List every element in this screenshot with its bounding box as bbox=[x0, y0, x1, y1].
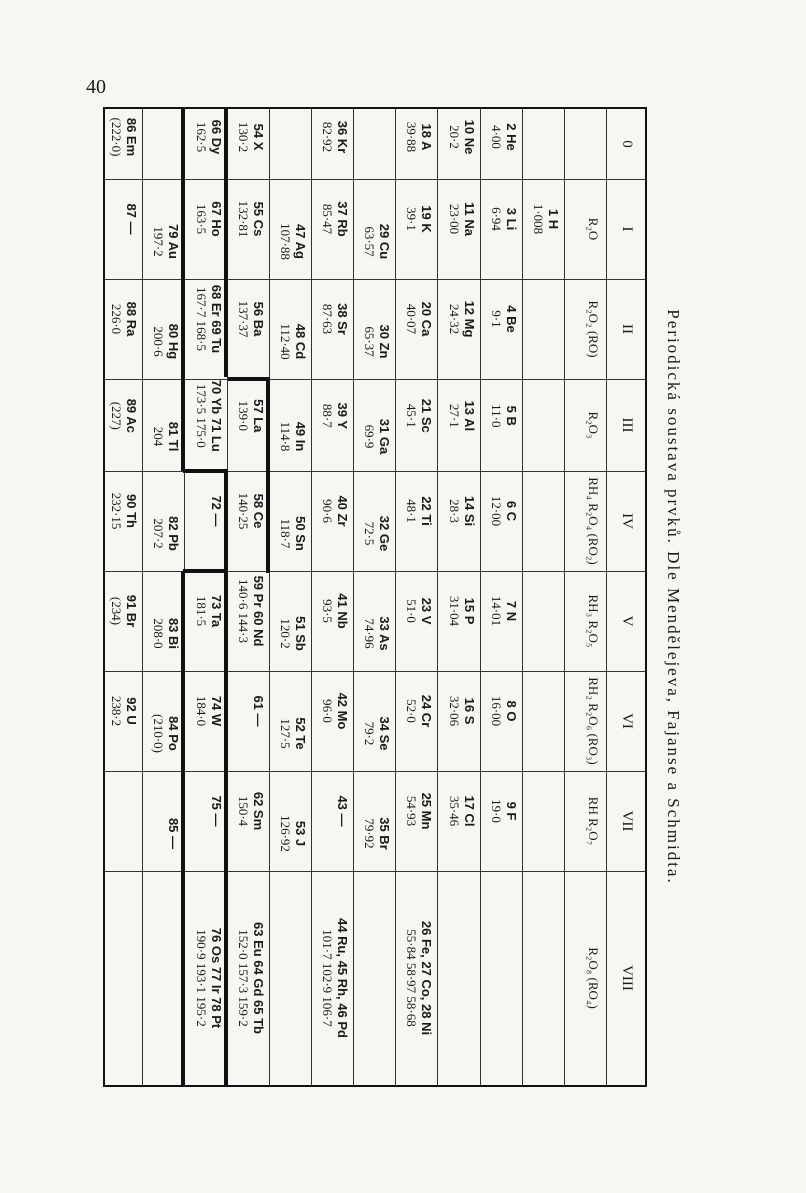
element-symbol: 21 Sc bbox=[419, 398, 435, 433]
element-symbol: 36 Kr bbox=[335, 120, 351, 153]
element-symbol: 11 Na bbox=[461, 201, 477, 236]
atomic-weight: 88·7 bbox=[320, 403, 336, 428]
atomic-weight: 232·15 bbox=[109, 492, 125, 529]
rare-earth-boundary bbox=[181, 109, 185, 471]
element-cell bbox=[278, 304, 308, 379]
rare-earth-boundary bbox=[266, 377, 270, 573]
row-divider bbox=[395, 109, 396, 1085]
element-cell bbox=[362, 402, 392, 471]
atomic-weight: 9·1 bbox=[488, 309, 504, 328]
element-cell bbox=[404, 771, 434, 851]
element-cell bbox=[362, 496, 392, 571]
group-header-I: I bbox=[619, 226, 635, 231]
atomic-weight: 137·37 bbox=[235, 300, 251, 337]
element-symbol: 62 Sm bbox=[250, 791, 266, 830]
element-symbol: 53 J bbox=[292, 820, 308, 846]
element-cell bbox=[278, 496, 308, 571]
element-symbol: 16 S bbox=[461, 697, 477, 724]
atomic-weight: 54·93 bbox=[404, 795, 420, 826]
atomic-weight: 204 bbox=[151, 426, 167, 446]
element-symbol: 68 Er 69 Tu bbox=[208, 284, 224, 353]
element-symbol: 84 Po bbox=[166, 715, 182, 751]
element-cell bbox=[278, 402, 308, 471]
element-symbol: 59 Pr 60 Nd bbox=[250, 575, 266, 646]
rare-earth-boundary bbox=[224, 469, 228, 571]
element-cell bbox=[236, 571, 266, 651]
element-symbol: 31 Ga bbox=[377, 418, 393, 454]
element-symbol: 22 Ti bbox=[419, 495, 435, 526]
element-symbol: 47 Ag bbox=[292, 223, 308, 259]
atomic-weight: 126·92 bbox=[277, 814, 293, 852]
element-cell bbox=[124, 179, 139, 259]
atomic-weight: 173·5 175·0 bbox=[193, 383, 209, 448]
element-symbol: 54 X bbox=[250, 123, 266, 150]
element-symbol: 74 W bbox=[208, 695, 224, 726]
atomic-weight: 140·25 bbox=[235, 492, 251, 529]
element-symbol: 8 O bbox=[503, 700, 519, 721]
atomic-weight: 39·88 bbox=[404, 121, 420, 152]
atomic-weight: 79·92 bbox=[362, 817, 378, 849]
element-symbol: 35 Br bbox=[377, 816, 393, 850]
element-cell bbox=[278, 204, 308, 279]
element-symbol: 5 B bbox=[503, 405, 519, 426]
element-cell bbox=[236, 179, 266, 259]
atomic-weight: 190·9 193·1 195·2 bbox=[193, 928, 209, 1027]
element-cell bbox=[320, 875, 350, 1081]
atomic-weight: 32·06 bbox=[446, 695, 462, 726]
element-cell bbox=[489, 571, 519, 651]
periodic-table-grid bbox=[103, 107, 647, 1087]
element-cell bbox=[236, 379, 266, 453]
element-symbol: 38 Sr bbox=[335, 302, 351, 335]
atomic-weight: 65·37 bbox=[362, 325, 378, 357]
row-divider bbox=[353, 109, 354, 1085]
element-symbol: 18 A bbox=[419, 123, 435, 150]
element-symbol: 3 Li bbox=[503, 207, 519, 230]
element-cell bbox=[109, 471, 139, 551]
atomic-weight: 39·1 bbox=[404, 206, 420, 231]
atomic-weight: 51·0 bbox=[404, 598, 420, 623]
element-cell bbox=[320, 109, 350, 165]
element-cell bbox=[109, 279, 139, 359]
element-symbol: 30 Zn bbox=[377, 324, 393, 358]
element-symbol: 43 — bbox=[335, 794, 351, 827]
element-cell bbox=[489, 279, 519, 359]
element-symbol: 55 Cs bbox=[250, 201, 266, 236]
element-cell bbox=[209, 471, 224, 551]
element-cell bbox=[236, 109, 266, 165]
element-symbol: 1 H bbox=[546, 208, 561, 229]
row-divider bbox=[437, 109, 438, 1085]
element-cell bbox=[236, 875, 266, 1081]
element-cell bbox=[489, 109, 519, 165]
element-cell bbox=[194, 571, 224, 651]
atomic-weight: 16·00 bbox=[488, 695, 504, 726]
row-divider bbox=[480, 109, 481, 1085]
atomic-weight: 114·8 bbox=[277, 421, 293, 451]
atomic-weight: 4·00 bbox=[488, 124, 504, 149]
page-number: 40 bbox=[86, 76, 106, 98]
atomic-weight: 162·5 bbox=[193, 121, 209, 152]
atomic-weight: 93·5 bbox=[320, 598, 336, 623]
atomic-weight: 107·88 bbox=[277, 222, 293, 260]
group-header-0: 0 bbox=[619, 139, 635, 148]
element-cell bbox=[404, 379, 434, 453]
column-divider bbox=[105, 179, 645, 180]
element-symbol: 26 Fe, 27 Co, 28 Ni bbox=[419, 920, 435, 1035]
element-symbol: 9 F bbox=[503, 801, 519, 820]
element-symbol: 52 Te bbox=[292, 716, 308, 750]
atomic-weight: (222·0) bbox=[109, 117, 125, 156]
element-symbol: 76 Os 77 Ir 78 Pt bbox=[208, 927, 224, 1028]
atomic-weight: 120·2 bbox=[277, 617, 293, 649]
element-cell bbox=[278, 796, 308, 871]
atomic-weight: 28·3 bbox=[446, 498, 462, 523]
element-cell bbox=[447, 279, 477, 359]
element-cell bbox=[251, 671, 266, 751]
element-cell bbox=[404, 279, 434, 359]
element-symbol: 23 V bbox=[419, 597, 435, 624]
atomic-weight: 132·81 bbox=[235, 200, 251, 237]
element-cell bbox=[447, 771, 477, 851]
element-cell bbox=[447, 109, 477, 165]
atomic-weight: 85·47 bbox=[320, 203, 336, 234]
atomic-weight: 96·0 bbox=[320, 698, 336, 723]
element-symbol: 20 Ca bbox=[419, 301, 435, 336]
atomic-weight: 27·1 bbox=[446, 403, 462, 428]
rare-earth-boundary bbox=[181, 571, 185, 1085]
element-symbol: 49 In bbox=[292, 421, 308, 451]
element-cell bbox=[109, 109, 139, 165]
element-cell bbox=[362, 304, 392, 379]
element-symbol: 86 Em bbox=[124, 117, 140, 156]
element-cell bbox=[278, 696, 308, 771]
element-symbol: 83 Bi bbox=[166, 617, 182, 649]
element-symbol: 25 Mn bbox=[419, 792, 435, 829]
atomic-weight: 82·92 bbox=[320, 121, 336, 152]
element-cell bbox=[362, 596, 392, 671]
element-symbol: 88 Ra bbox=[124, 301, 140, 336]
oxide-formula: R₂O₃ bbox=[586, 410, 601, 439]
atomic-weight: 40·07 bbox=[404, 303, 420, 334]
element-cell bbox=[320, 279, 350, 359]
oxide-formula: RH₃ R₂O₅ bbox=[586, 594, 601, 647]
group-header-VII: VII bbox=[619, 810, 635, 831]
atomic-weight: 20·2 bbox=[446, 124, 462, 149]
element-cell bbox=[278, 596, 308, 671]
atomic-weight: 1·008 bbox=[531, 203, 546, 234]
element-cell bbox=[447, 379, 477, 453]
atomic-weight: 200·6 bbox=[151, 325, 167, 357]
element-symbol: 44 Ru, 45 Rh, 46 Pd bbox=[335, 917, 351, 1038]
atomic-weight: 152·0 157·3 159·2 bbox=[235, 928, 251, 1027]
atomic-weight: 55·84 58·97 58·68 bbox=[404, 928, 420, 1027]
element-symbol: 10 Ne bbox=[461, 119, 477, 154]
atomic-weight: 140·6 144·3 bbox=[235, 578, 251, 643]
element-cell bbox=[166, 796, 181, 871]
element-cell bbox=[194, 875, 224, 1081]
atomic-weight: 112·40 bbox=[277, 322, 293, 360]
element-cell bbox=[447, 179, 477, 259]
element-symbol: 67 Ho bbox=[208, 200, 224, 237]
element-symbol: 39 Y bbox=[335, 402, 351, 429]
group-header-II: II bbox=[619, 323, 635, 334]
table-title: Periodická soustava prvků. Dle Mendělejeva, Fajanse a Schmidta. bbox=[664, 308, 683, 885]
atomic-weight: 74·96 bbox=[362, 617, 378, 649]
atomic-weight: 72·5 bbox=[362, 521, 378, 545]
element-symbol: 51 Sb bbox=[292, 615, 308, 651]
atomic-weight: 181·5 bbox=[193, 595, 209, 626]
atomic-weight: 19·0 bbox=[488, 798, 504, 823]
element-cell bbox=[362, 696, 392, 771]
element-cell bbox=[151, 204, 181, 279]
atomic-weight: 207·2 bbox=[151, 517, 167, 549]
atomic-weight: 139·0 bbox=[235, 400, 251, 431]
element-cell bbox=[109, 379, 139, 453]
element-cell bbox=[489, 179, 519, 259]
atomic-weight: 101·7 102·9 106·7 bbox=[320, 928, 336, 1027]
element-cell bbox=[194, 179, 224, 259]
atomic-weight: 226·0 bbox=[109, 303, 125, 334]
atomic-weight: 167·7 168·5 bbox=[193, 286, 209, 351]
element-cell bbox=[404, 471, 434, 551]
atomic-weight: 238·2 bbox=[109, 695, 125, 726]
element-symbol: 6 C bbox=[503, 500, 519, 521]
element-symbol: 57 La bbox=[250, 398, 266, 432]
element-cell bbox=[320, 179, 350, 259]
element-symbol: 58 Ce bbox=[250, 493, 266, 528]
atomic-weight: 23·00 bbox=[446, 203, 462, 234]
row-divider bbox=[606, 109, 607, 1085]
atomic-weight: 208·0 bbox=[151, 617, 167, 649]
atomic-weight: (210·0) bbox=[151, 713, 167, 753]
group-header-IV: IV bbox=[619, 512, 635, 529]
atomic-weight: 197·2 bbox=[151, 225, 167, 257]
element-cell bbox=[320, 379, 350, 453]
oxide-formula: R₂O₈ (RO₄) bbox=[586, 946, 601, 1009]
atomic-weight: 90·6 bbox=[320, 498, 336, 523]
element-cell bbox=[194, 279, 224, 359]
element-symbol: 90 Th bbox=[124, 493, 140, 528]
group-header-VI: VI bbox=[619, 712, 635, 729]
element-symbol: 24 Cr bbox=[419, 694, 435, 727]
atomic-weight: 24·32 bbox=[446, 303, 462, 334]
row-divider bbox=[269, 109, 270, 1085]
element-cell bbox=[362, 796, 392, 871]
rare-earth-boundary bbox=[183, 569, 227, 573]
element-cell bbox=[151, 304, 181, 379]
element-symbol: 91 Br bbox=[124, 594, 140, 627]
element-cell bbox=[236, 279, 266, 359]
atomic-weight: (227) bbox=[109, 401, 125, 430]
element-symbol: 40 Zr bbox=[335, 494, 351, 527]
atomic-weight: 31·04 bbox=[446, 595, 462, 626]
element-symbol: 13 Al bbox=[461, 400, 477, 431]
element-symbol: 81 Tl bbox=[166, 421, 182, 451]
element-cell bbox=[320, 471, 350, 551]
element-cell bbox=[194, 379, 224, 453]
element-cell bbox=[151, 402, 181, 471]
element-cell bbox=[404, 875, 434, 1081]
atomic-weight: 12·00 bbox=[488, 495, 504, 526]
element-cell bbox=[151, 696, 181, 771]
element-cell bbox=[404, 671, 434, 751]
element-symbol: 41 Nb bbox=[335, 592, 351, 629]
element-symbol: 37 Rb bbox=[335, 200, 351, 237]
group-header-V: V bbox=[619, 615, 635, 626]
atomic-weight: 48·1 bbox=[404, 498, 420, 523]
element-symbol: 48 Cd bbox=[292, 323, 308, 359]
element-cell bbox=[404, 571, 434, 651]
rare-earth-boundary bbox=[224, 109, 228, 377]
element-cell bbox=[489, 671, 519, 751]
element-cell bbox=[194, 109, 224, 165]
element-symbol: 70 Yb 71 Lu bbox=[208, 379, 224, 452]
element-cell bbox=[194, 671, 224, 751]
group-header-III: III bbox=[619, 417, 635, 432]
element-cell bbox=[151, 496, 181, 571]
row-divider bbox=[142, 109, 143, 1085]
element-cell bbox=[151, 596, 181, 671]
element-symbol: 4 Be bbox=[503, 304, 519, 333]
atomic-weight: 87·63 bbox=[320, 303, 336, 334]
element-cell bbox=[362, 204, 392, 279]
atomic-weight: 52·0 bbox=[404, 698, 420, 723]
atomic-weight: 118·7 bbox=[277, 518, 293, 548]
element-symbol: 14 Si bbox=[461, 495, 477, 526]
element-cell bbox=[109, 571, 139, 651]
oxide-formula: R₂O bbox=[586, 217, 601, 240]
atomic-weight: 79·2 bbox=[362, 721, 378, 745]
element-symbol: 87 — bbox=[124, 202, 140, 235]
element-symbol: 42 Mo bbox=[335, 692, 351, 729]
element-symbol: 66 Dy bbox=[208, 119, 224, 154]
atomic-weight: 184·0 bbox=[193, 695, 209, 726]
atomic-weight: (234) bbox=[109, 596, 125, 625]
element-cell bbox=[236, 471, 266, 551]
element-symbol: 12 Mg bbox=[461, 300, 477, 337]
element-symbol: 75 — bbox=[208, 794, 224, 827]
oxide-formula: RH₄ R₂O₄ (RO₂) bbox=[586, 476, 601, 565]
row-divider bbox=[311, 109, 312, 1085]
element-symbol: 50 Sn bbox=[292, 515, 308, 551]
element-symbol: 34 Se bbox=[377, 716, 393, 750]
element-symbol: 72 — bbox=[208, 494, 224, 527]
element-symbol: 89 Ac bbox=[124, 398, 140, 433]
atomic-weight: 35·46 bbox=[446, 795, 462, 826]
element-symbol: 2 He bbox=[503, 122, 519, 151]
oxide-formula: R₂O₂ (RO) bbox=[586, 299, 601, 358]
atomic-weight: 69·9 bbox=[362, 424, 378, 448]
element-symbol: 85 — bbox=[166, 817, 182, 849]
rare-earth-boundary bbox=[183, 469, 227, 473]
element-cell bbox=[489, 771, 519, 851]
oxide-formula: RH R₂O₇ bbox=[586, 796, 601, 845]
element-symbol: 15 P bbox=[461, 597, 477, 624]
rare-earth-boundary bbox=[224, 571, 228, 1085]
element-cell bbox=[320, 671, 350, 751]
element-cell bbox=[447, 471, 477, 551]
element-cell bbox=[404, 109, 434, 165]
element-cell bbox=[447, 671, 477, 751]
atomic-weight: 63·57 bbox=[362, 225, 378, 257]
element-symbol: 7 N bbox=[503, 600, 519, 621]
element-cell bbox=[236, 771, 266, 851]
element-cell bbox=[489, 471, 519, 551]
atomic-weight: 45·1 bbox=[404, 403, 420, 428]
element-cell bbox=[109, 671, 139, 751]
element-symbol: 32 Ge bbox=[377, 515, 393, 551]
element-cell bbox=[209, 771, 224, 851]
atomic-weight: 127·5 bbox=[277, 717, 293, 749]
rare-earth-boundary bbox=[228, 377, 270, 381]
element-cell bbox=[335, 771, 350, 851]
oxide-formula: RH₂ R₂O₆ (RO₃) bbox=[586, 676, 601, 765]
element-cell bbox=[531, 179, 561, 259]
group-header-VIII: VIII bbox=[619, 964, 635, 991]
element-symbol: 80 Hg bbox=[166, 323, 182, 359]
element-cell bbox=[489, 379, 519, 453]
element-symbol: 82 Pb bbox=[166, 515, 182, 551]
periodic-table-rotated bbox=[103, 107, 703, 1087]
element-symbol: 63 Eu 64 Gd 65 Tb bbox=[250, 921, 266, 1034]
atomic-weight: 163·5 bbox=[193, 203, 209, 234]
element-symbol: 19 K bbox=[419, 204, 435, 233]
atomic-weight: 130·2 bbox=[235, 121, 251, 152]
atomic-weight: 14·01 bbox=[488, 595, 504, 626]
atomic-weight: 6·94 bbox=[488, 206, 504, 231]
element-symbol: 92 U bbox=[124, 696, 140, 725]
element-symbol: 73 Ta bbox=[208, 594, 224, 627]
element-cell bbox=[404, 179, 434, 259]
element-symbol: 61 — bbox=[250, 694, 266, 727]
element-cell bbox=[447, 571, 477, 651]
element-symbol: 17 Cl bbox=[461, 794, 477, 827]
atomic-weight: 150·4 bbox=[235, 795, 251, 826]
element-symbol: 29 Cu bbox=[377, 223, 393, 259]
row-divider bbox=[522, 109, 523, 1085]
element-symbol: 79 Au bbox=[166, 223, 182, 259]
atomic-weight: 11·0 bbox=[488, 403, 504, 427]
element-cell bbox=[320, 571, 350, 651]
element-symbol: 56 Ba bbox=[250, 301, 266, 336]
element-symbol: 33 As bbox=[377, 615, 393, 651]
row-divider bbox=[564, 109, 565, 1085]
